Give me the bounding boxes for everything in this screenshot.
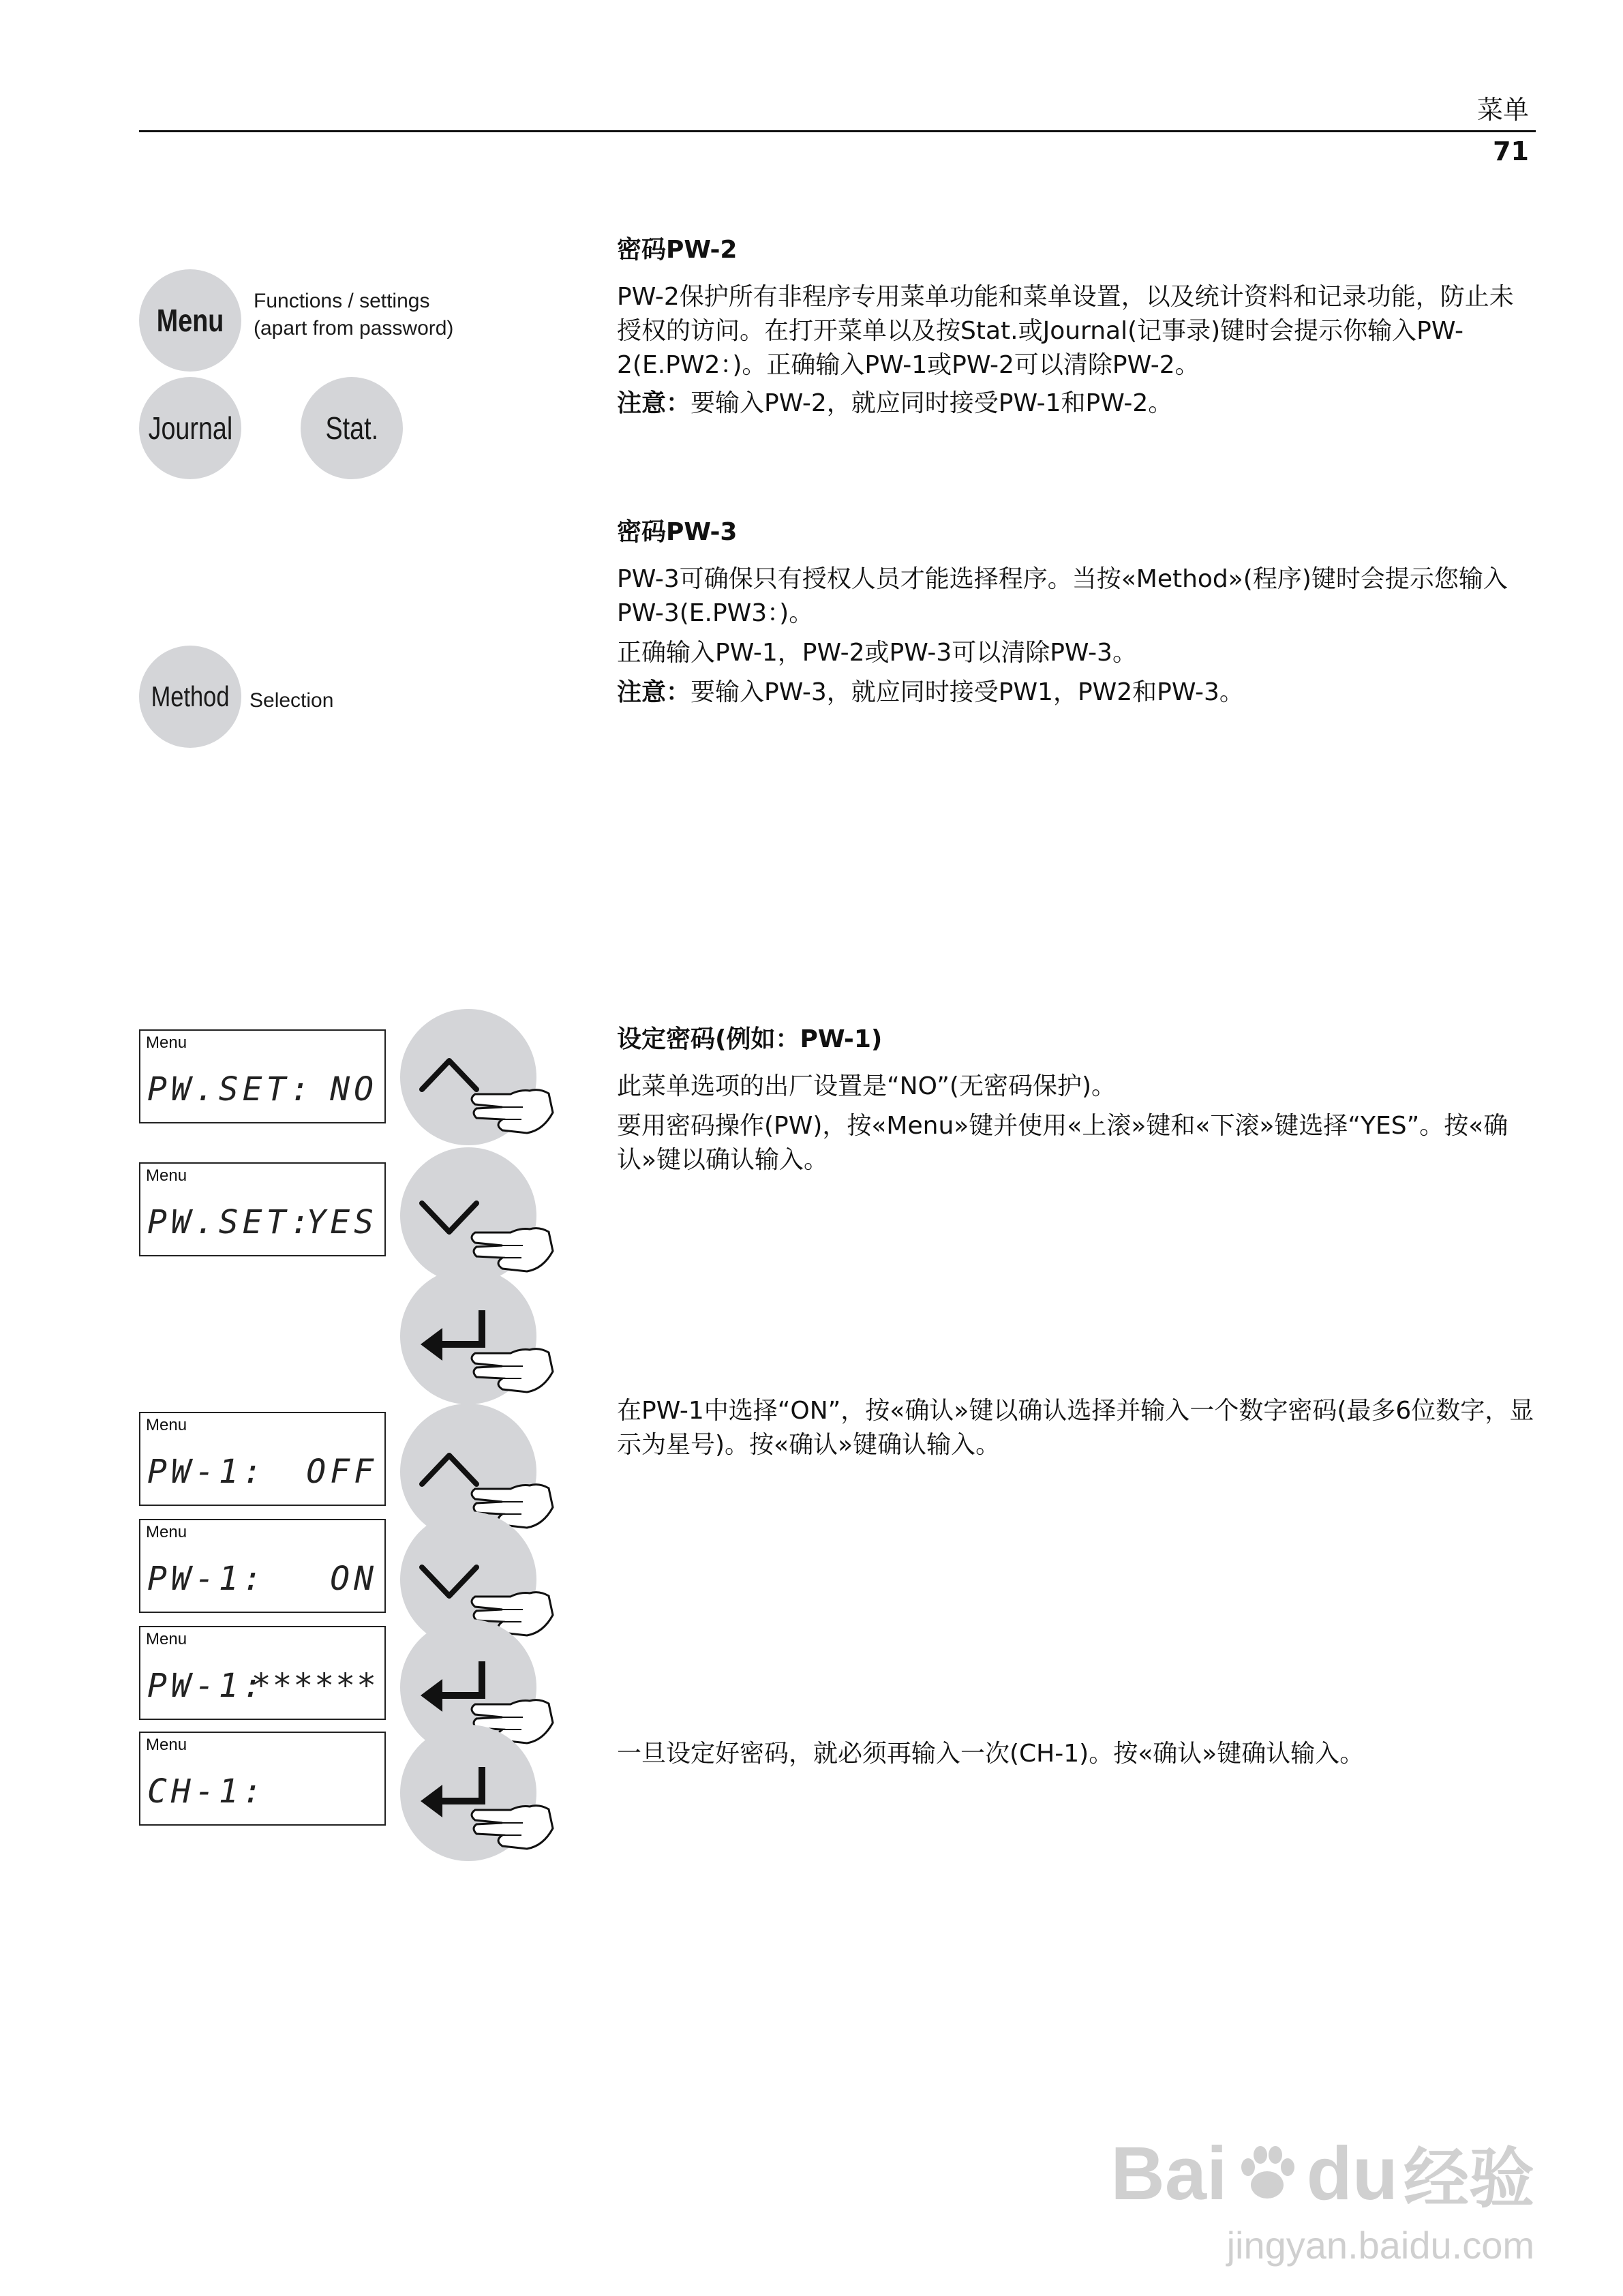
- pw3-note-text: 要输入PW-3，就应同时接受PW1，PW2和PW-3。: [691, 678, 1244, 706]
- enter-icon: [400, 1268, 577, 1404]
- method-key-label: Method: [151, 680, 230, 712]
- menu-key-caption: [254, 288, 453, 342]
- pw3-heading: 密码PW-3: [617, 518, 738, 546]
- display-menu-label: Menu: [146, 1416, 187, 1434]
- display-left-text: PW.SET:: [147, 1070, 314, 1108]
- display-menu-label: Menu: [146, 1523, 187, 1541]
- setpw-section: [617, 1020, 1537, 1177]
- watermark-brand-start: Bai: [1110, 2132, 1228, 2216]
- method-key-caption: Selection: [249, 689, 334, 712]
- display-left-text: CH-1:: [147, 1772, 267, 1811]
- setpw-paragraph-3: 在PW-1中选择“ON”，按«确认»键以确认选择并输入一个数字密码(最多6位数字，显示为星号)。按«确认»键确认输入。: [617, 1397, 1534, 1459]
- display-ch1: [139, 1732, 386, 1826]
- display-right-text: ON: [330, 1560, 378, 1598]
- pw3-note-label: 注意：: [617, 678, 691, 706]
- display-pwset-no: [139, 1029, 386, 1123]
- enter-icon: [400, 1725, 577, 1861]
- display-menu-label: Menu: [146, 1630, 187, 1648]
- pw2-note: [617, 387, 1537, 421]
- display-pw1-off: [139, 1412, 386, 1506]
- setpw-paragraph-2: 要用密码操作(PW)，按«Menu»键并使用«上滚»键和«下滚»键选择“YES”。按«确认»键以确认输入。: [617, 1112, 1508, 1174]
- scroll-down-key[interactable]: [400, 1147, 536, 1284]
- enter-key[interactable]: [400, 1268, 536, 1404]
- pw2-note-text: 要输入PW-2，就应同时接受PW-1和PW-2。: [691, 389, 1173, 417]
- baidu-watermark: [1110, 2127, 1534, 2267]
- stat-key-label: Stat.: [325, 410, 378, 446]
- setpw-paragraph-4: 一旦设定好密码，就必须再输入一次(CH-1)。按«确认»键确认输入。: [617, 1740, 1365, 1768]
- watermark-brand-end: du: [1306, 2132, 1398, 2216]
- pw3-paragraph-2: 正确输入PW-1，PW-2或PW-3可以清除PW-3。: [617, 639, 1137, 667]
- menu-caption-line-2: (apart from password): [254, 317, 454, 339]
- pw2-heading: 密码PW-2: [617, 236, 738, 264]
- watermark-url: jingyan.baidu.com: [1226, 2224, 1534, 2267]
- menu-key[interactable]: [139, 269, 241, 372]
- setpw-paragraph-1: 此菜单选项的出厂设置是“NO”(无密码保护)。: [617, 1072, 1117, 1100]
- display-menu-label: Menu: [146, 1033, 187, 1052]
- display-pw1-on: [139, 1519, 386, 1613]
- display-right-text: NO: [330, 1070, 378, 1108]
- display-left-text: PW-1:: [147, 1667, 267, 1705]
- pw2-note-label: 注意：: [617, 389, 691, 417]
- enter-key[interactable]: [400, 1725, 536, 1861]
- header-divider: [139, 130, 1536, 132]
- down-arrow-icon: [400, 1147, 577, 1284]
- journal-key-label: Journal: [148, 410, 232, 446]
- display-left-text: PW.SET:: [147, 1203, 314, 1241]
- display-pwset-yes: [139, 1162, 386, 1256]
- paw-icon: [1233, 2140, 1301, 2208]
- display-right-text: YES: [306, 1203, 378, 1241]
- up-arrow-icon: [400, 1009, 577, 1145]
- display-left-text: PW-1:: [147, 1560, 267, 1598]
- display-left-text: PW-1:: [147, 1453, 267, 1491]
- display-right-text: OFF: [306, 1453, 378, 1491]
- menu-caption-line-1: Functions / settings: [254, 290, 430, 312]
- pw2-paragraph: PW-2保护所有非程序专用菜单功能和菜单设置，以及统计资料和记录功能，防止未授权的访问。在打开菜单以及按Stat.或Journal(记事录)键时会提示你输入PW-2(E.PW2：)。正确输入PW-1或PW-2可以清除PW-2。: [617, 283, 1514, 379]
- display-menu-label: Menu: [146, 1736, 187, 1754]
- pw2-section: [617, 230, 1537, 421]
- stat-key[interactable]: [301, 377, 403, 479]
- display-menu-label: Menu: [146, 1166, 187, 1185]
- section-title: 菜单: [1476, 95, 1529, 125]
- pw3-section: [617, 513, 1537, 710]
- menu-key-label: Menu: [156, 303, 224, 338]
- journal-key[interactable]: [139, 377, 241, 479]
- pw3-note: [617, 676, 1537, 710]
- watermark-suffix: 经验: [1404, 2141, 1534, 2217]
- display-pw1-stars: [139, 1626, 386, 1720]
- setpw-heading: 设定密码(例如：PW-1): [617, 1025, 883, 1053]
- page-number: 71: [1493, 136, 1529, 166]
- scroll-up-key[interactable]: [400, 1009, 536, 1145]
- display-right-text: ******: [251, 1667, 378, 1705]
- pw3-paragraph-1: PW-3可确保只有授权人员才能选择程序。当按«Method»(程序)键时会提示您输入PW-3(E.PW3：)。: [617, 565, 1508, 627]
- method-key[interactable]: [139, 646, 241, 748]
